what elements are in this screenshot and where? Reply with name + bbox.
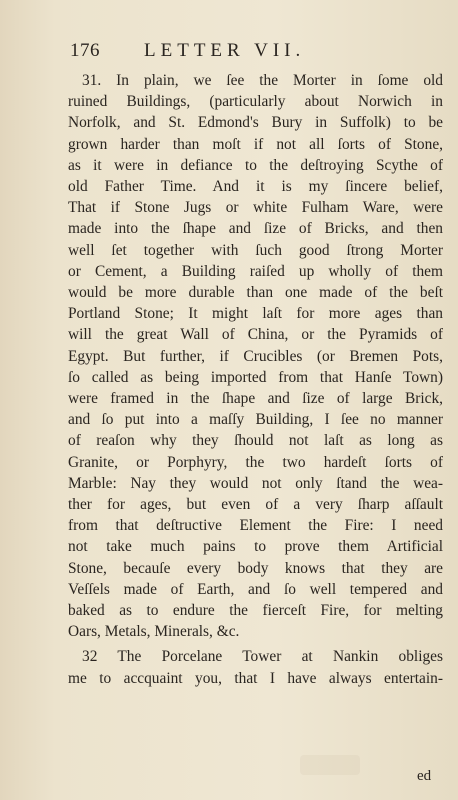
text-line: grown harder than moſt if not all ſorts of Stone, <box>68 135 443 153</box>
text-line: Oars, Metals, Minerals, &c. <box>68 623 240 641</box>
paragraph-31 <box>68 70 443 642</box>
body-text <box>68 70 443 689</box>
paper-show-through <box>300 755 360 775</box>
text-line: as it were in defiance to the deſtroying Scythe of <box>68 156 443 174</box>
text-line: were framed in the ſhape and ſize of large Brick, <box>68 390 443 408</box>
page-number: 176 <box>70 40 100 61</box>
text-line: ruined Buildings, (particularly about Norwich in <box>68 93 443 111</box>
text-line: Veſſels made of Earth, and ſo well tempered and <box>68 580 443 598</box>
paragraph-32 <box>68 646 443 688</box>
text-line: well ſet together with ſuch good ſtrong Morter <box>68 241 443 259</box>
text-line: me to accquaint you, that I have always entertain- <box>68 669 443 687</box>
text-line: Norfolk, and St. Edmond's Bury in Suffolk) to be <box>68 114 443 132</box>
text-line: from that deſtructive Element the Fire: I need <box>68 517 443 535</box>
text-line: or Cement, a Building raiſed up wholly of them <box>68 262 443 280</box>
page-header <box>70 40 428 66</box>
text-line: would be more durable than one made of the beſt <box>68 284 443 302</box>
text-line: made into the ſhape and ſize of Bricks, and then <box>68 220 443 238</box>
text-line: Marble: Nay they would not only ſtand the wea- <box>68 474 443 492</box>
text-line: Egypt. But further, if Crucibles (or Bremen Pots, <box>68 347 443 365</box>
running-head: LETTER VII. <box>144 40 306 61</box>
text-line: That if Stone Jugs or white Fulham Ware, were <box>68 199 443 217</box>
text-line: ſo called as being imported from that Hanſe Town) <box>68 368 443 386</box>
text-line: not take much pains to prove them Artificial <box>68 538 443 556</box>
text-line: and ſo put into a maſſy Building, I ſee no manner <box>68 411 443 429</box>
catchword: ed <box>417 768 432 784</box>
text-line: old Father Time. And it is my ſincere belief, <box>68 178 443 196</box>
text-line: baked as to endure the fierceſt Fire, for melting <box>68 602 443 620</box>
text-line: Portland Stone; It might laſt for more ages than <box>68 305 443 323</box>
text-line: Stone, becauſe every body knows that they are <box>68 559 443 577</box>
text-line: will the great Wall of China, or the Pyramids of <box>68 326 443 344</box>
text-line: of reaſon why they ſhould not laſt as long as <box>68 432 443 450</box>
text-line: 31. In plain, we ſee the Morter in ſome old <box>82 72 443 89</box>
text-line: Granite, or Porphyry, the two hardeſt ſorts of <box>68 453 443 471</box>
text-line: 32 The Porcelane Tower at Nankin obliges <box>82 648 443 666</box>
text-line: ther for ages, but even of a very ſharp aſſault <box>68 496 443 514</box>
